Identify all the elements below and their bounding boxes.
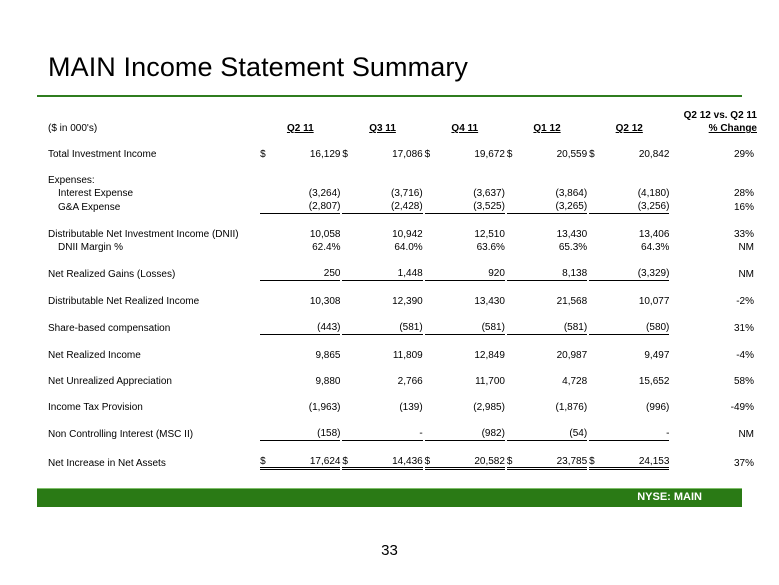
cell-value: (2,428): [356, 199, 423, 214]
percent-change: 29%: [733, 149, 754, 160]
column-header: Q2 11: [286, 123, 314, 134]
table-row: [48, 374, 779, 387]
cell-value: (982): [438, 426, 505, 441]
cell-value: 13,430: [474, 296, 505, 307]
cell-value: (2,985): [473, 402, 505, 413]
cell-value: 12,849: [474, 350, 505, 361]
column-header: Q4 11: [451, 123, 479, 134]
cell-value: 9,880: [315, 376, 341, 387]
page-title: MAIN Income Statement Summary: [48, 52, 469, 82]
row-label: Distributable Net Investment Income (DNII): [48, 229, 239, 240]
cell-value: 64.0%: [394, 242, 423, 253]
change-header: % Change: [708, 123, 757, 134]
cell-value: 20,987: [556, 350, 588, 361]
units-label: ($ in 000's): [48, 123, 98, 134]
cell-value: 23,785: [521, 454, 588, 469]
currency-symbol: $: [589, 454, 603, 469]
row-label: Net Unrealized Appreciation: [48, 376, 172, 387]
percent-change: 16%: [733, 201, 754, 213]
cell-value: 62.4%: [312, 242, 341, 253]
header-row: [48, 121, 779, 134]
row-label: DNII Margin %: [58, 242, 124, 253]
cell-value: (3,264): [308, 188, 341, 199]
cell-value: 1,448: [356, 266, 423, 281]
cell-value: 21,568: [556, 296, 588, 307]
cell-value: 11,700: [475, 376, 505, 387]
row-label: G&A Expense: [58, 201, 121, 213]
cell-value: (4,180): [637, 188, 670, 199]
row-label: Interest Expense: [58, 188, 134, 199]
cell-value: (3,716): [391, 188, 423, 199]
row-label: Non Controlling Interest (MSC II): [48, 428, 194, 440]
cell-value: 14,436: [356, 454, 423, 469]
cell-value: (581): [356, 320, 423, 335]
cell-value: (3,637): [473, 188, 505, 199]
cell-value: 65.3%: [558, 242, 588, 253]
table-row: [48, 320, 779, 335]
row-label: Net Realized Gains (Losses): [48, 268, 176, 280]
table-row: [48, 266, 779, 281]
cell-value: 16,129: [309, 149, 341, 160]
cell-value: -: [603, 426, 670, 441]
cell-value: (581): [521, 320, 588, 335]
table-row: [48, 199, 779, 214]
currency-symbol: $: [507, 454, 521, 469]
percent-change: 31%: [733, 322, 754, 334]
cell-value: (1,963): [308, 402, 341, 413]
currency-symbol: $: [342, 454, 356, 469]
table-row: [48, 227, 779, 240]
cell-value: (139): [399, 402, 423, 413]
cell-value: (3,525): [438, 199, 505, 214]
cell-value: 13,430: [556, 229, 588, 240]
row-label: Distributable Net Realized Income: [48, 296, 200, 307]
cell-value: (3,864): [555, 188, 588, 199]
percent-change: NM: [738, 242, 754, 253]
cell-value: 63.6%: [476, 242, 505, 253]
row-label: Net Increase in Net Assets: [48, 457, 166, 469]
percent-change: 33%: [733, 229, 754, 240]
cell-value: 13,406: [638, 229, 670, 240]
currency-symbol: $: [260, 454, 274, 469]
title-divider: [37, 95, 742, 97]
percent-change: 37%: [733, 457, 754, 469]
cell-value: (580): [603, 320, 670, 335]
cell-value: (158): [274, 426, 341, 441]
cell-value: 2,766: [397, 376, 423, 387]
table-row: [48, 186, 779, 199]
currency-symbol: $: [260, 149, 266, 160]
cell-value: (581): [438, 320, 505, 335]
cell-value: (3,265): [521, 199, 588, 214]
cell-value: 8,138: [521, 266, 588, 281]
table-row: [48, 426, 779, 441]
cell-value: 250: [274, 266, 341, 281]
cell-value: 24,153: [603, 454, 670, 469]
currency-symbol: $: [342, 149, 348, 160]
row-label: Net Realized Income: [48, 350, 141, 361]
cell-value: 10,942: [392, 229, 423, 240]
column-header: Q2 12: [615, 123, 643, 134]
cell-value: (996): [646, 402, 670, 413]
income-statement-table: [48, 108, 779, 470]
cell-value: 10,058: [309, 229, 341, 240]
percent-change: 28%: [733, 188, 754, 199]
ticker-label: NYSE: MAIN: [637, 491, 702, 503]
currency-symbol: $: [506, 149, 513, 160]
cell-value: 9,865: [315, 350, 341, 361]
currency-symbol: $: [424, 149, 431, 160]
cell-value: 10,308: [309, 296, 341, 307]
row-label: Income Tax Provision: [48, 402, 143, 413]
column-header: Q3 11: [369, 123, 396, 134]
page-number: 33: [381, 542, 398, 559]
currency-symbol: $: [589, 149, 595, 160]
row-label: Total Investment Income: [48, 149, 157, 160]
cell-value: 4,728: [562, 376, 588, 387]
cell-value: 11,809: [392, 350, 423, 361]
cell-value: (3,256): [603, 199, 670, 214]
table-row: [48, 294, 779, 307]
cell-value: 17,624: [274, 454, 341, 469]
percent-change: -2%: [736, 296, 754, 307]
cell-value: 10,077: [638, 296, 670, 307]
cell-value: (443): [274, 320, 341, 335]
cell-value: (54): [521, 426, 588, 441]
cell-value: -: [356, 426, 423, 441]
change-header-top: Q2 12 vs. Q2 11: [683, 110, 757, 121]
cell-value: 15,652: [638, 376, 670, 387]
cell-value: 19,672: [474, 149, 505, 160]
cell-value: 64.3%: [641, 242, 670, 253]
table-row: [48, 348, 779, 361]
cell-value: (2,807): [274, 199, 341, 214]
cell-value: 20,842: [638, 149, 670, 160]
cell-value: (3,329): [603, 266, 670, 281]
table-row: [48, 454, 779, 469]
currency-symbol: $: [425, 454, 439, 469]
table-row: [48, 173, 779, 186]
cell-value: 9,497: [644, 350, 670, 361]
table-row: [48, 240, 779, 253]
cell-value: (1,876): [555, 402, 588, 413]
table-row: [48, 400, 779, 413]
header-row-top: [48, 108, 779, 121]
cell-value: 20,559: [556, 149, 588, 160]
table-row: [48, 147, 779, 160]
cell-value: 17,086: [392, 149, 423, 160]
cell-value: 12,510: [474, 229, 505, 240]
footer-bar: [37, 488, 742, 507]
cell-value: 20,582: [438, 454, 505, 469]
percent-change: -49%: [730, 402, 754, 413]
cell-value: 12,390: [392, 296, 423, 307]
column-header: Q1 12: [533, 123, 561, 134]
row-label: Expenses:: [48, 175, 95, 186]
cell-value: 920: [438, 266, 505, 281]
percent-change: -4%: [736, 350, 754, 361]
row-label: Share-based compensation: [48, 322, 171, 334]
percent-change: NM: [738, 428, 754, 440]
percent-change: NM: [738, 268, 754, 280]
percent-change: 58%: [733, 376, 754, 387]
